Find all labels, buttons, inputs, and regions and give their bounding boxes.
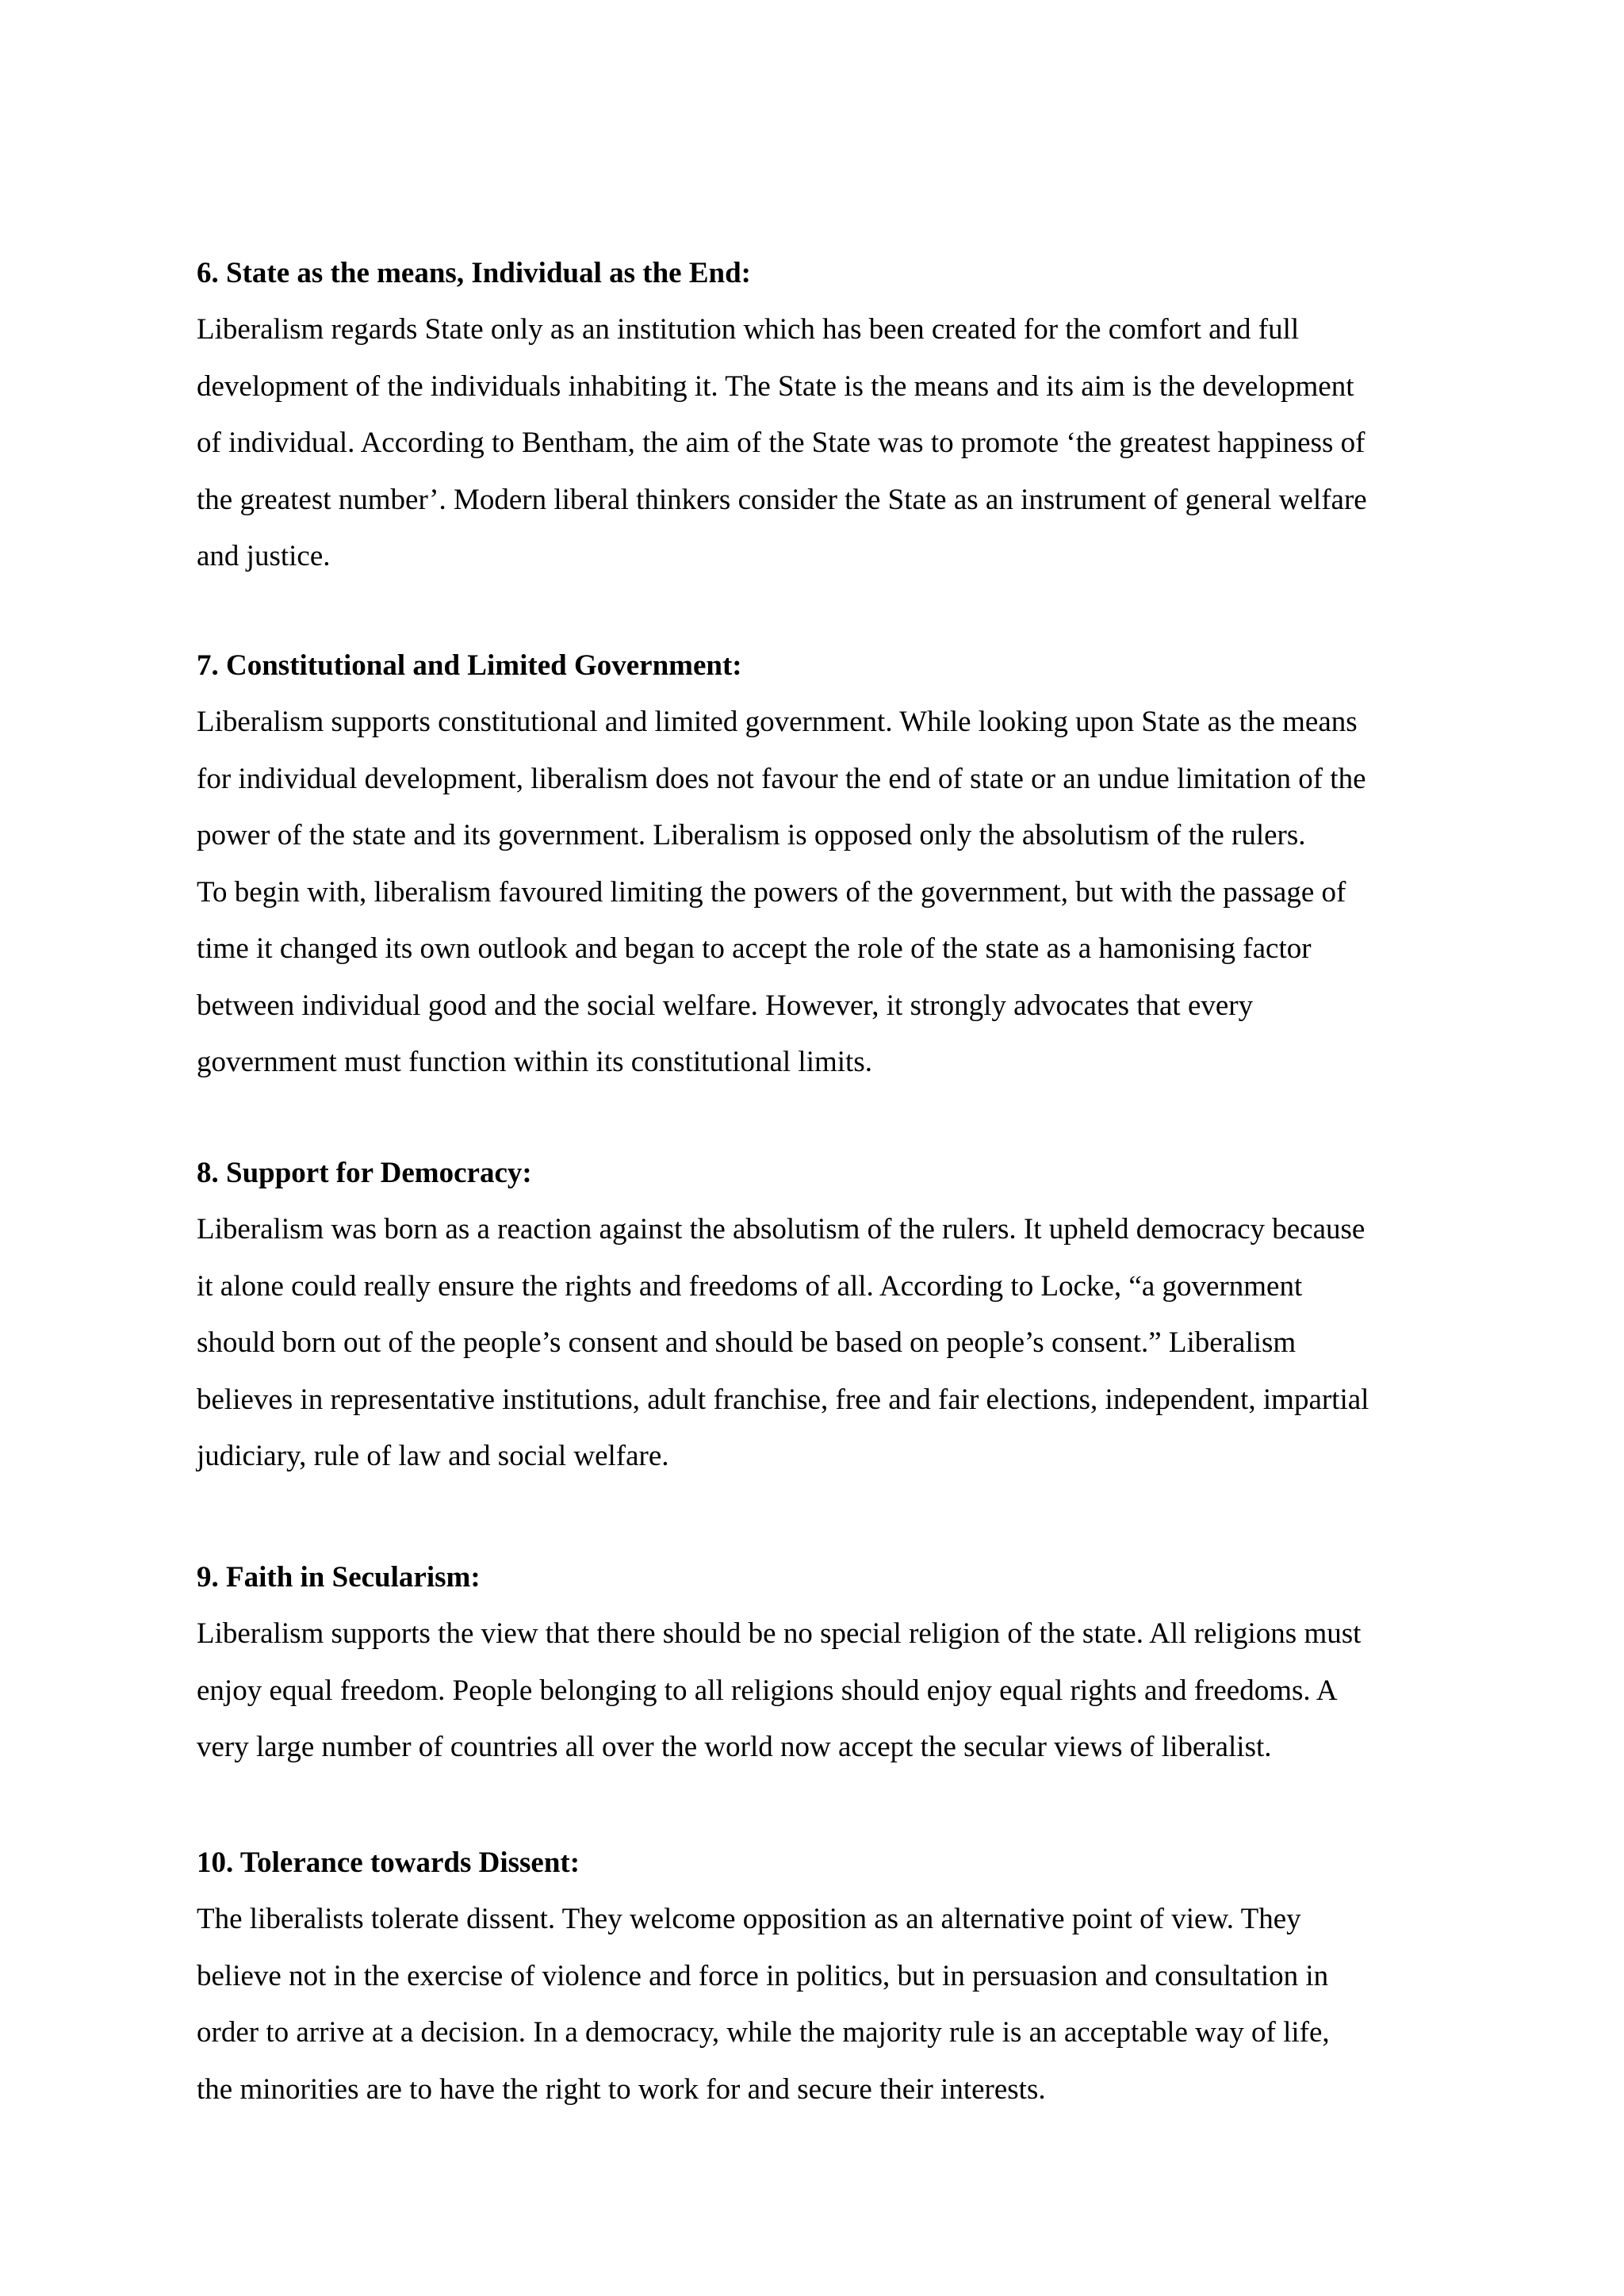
paragraph-line: believes in representative institutions, adult franchise, free and fair elections, independent, impartial (197, 1383, 1369, 1416)
paragraph-line: order to arrive at a decision. In a democracy, while the majority rule is an acceptable way of life, (197, 2016, 1330, 2049)
paragraph-line: government must function within its constitutional limits. (197, 1046, 872, 1078)
paragraph-line: and justice. (197, 540, 331, 572)
paragraph-line: it alone could really ensure the rights and freedoms of all. According to Locke, “a government (197, 1269, 1303, 1303)
paragraph-line: should born out of the people’s consent and should be based on people’s consent.” Liberalism (197, 1326, 1297, 1359)
paragraph-line: development of the individuals inhabiting it. The State is the means and its aim is the development (197, 369, 1354, 403)
paragraph-line: time it changed its own outlook and began to accept the role of the state as a hamonising factor (197, 932, 1312, 965)
section-heading: 7. Constitutional and Limited Government: (197, 649, 742, 682)
section-heading: 6. State as the means, Individual as the End: (197, 257, 752, 289)
paragraph-line: power of the state and its government. Liberalism is opposed only the absolutism of the rulers. (197, 819, 1306, 851)
paragraph-line: enjoy equal freedom. People belonging to all religions should enjoy equal rights and freedoms. A (197, 1674, 1338, 1707)
paragraph-line: To begin with, liberalism favoured limiting the powers of the government, but with the passage of (197, 875, 1346, 909)
paragraph-line: between individual good and the social welfare. However, it strongly advocates that every (197, 989, 1254, 1022)
paragraph-line: for individual development, liberalism does not favour the end of state or an undue limitation of the (197, 762, 1366, 795)
paragraph-line: judiciary, rule of law and social welfare. (197, 1440, 669, 1472)
section-faith-in-secularism (197, 1550, 1513, 1776)
paragraph-line: Liberalism supports constitutional and limited government. While looking upon State as the means (197, 706, 1358, 738)
section-state-means-individual-end (197, 246, 1513, 585)
paragraph-line: the minorities are to have the right to work for and secure their interests. (197, 2072, 1046, 2106)
paragraph-line: very large number of countries all over the world now accept the secular views of liberalist. (197, 1731, 1272, 1763)
section-support-for-democracy (197, 1146, 1513, 1485)
section-heading: 10. Tolerance towards Dissent: (197, 1846, 580, 1879)
section-heading: 9. Faith in Secularism: (197, 1561, 481, 1594)
paragraph-line: Liberalism supports the view that there should be no special religion of the state. All religions must (197, 1617, 1362, 1650)
paragraph-line: believe not in the exercise of violence and force in politics, but in persuasion and consultation in (197, 1959, 1329, 1992)
section-constitutional-limited-government (197, 638, 1513, 1091)
paragraph-line: of individual. According to Bentham, the aim of the State was to promote ‘the greatest happiness of (197, 427, 1365, 459)
section-tolerance-towards-dissent (197, 1835, 1513, 2118)
paragraph-line: The liberalists tolerate dissent. They welcome opposition as an alternative point of view. They (197, 1903, 1301, 1935)
paragraph-line: the greatest number’. Modern liberal thinkers consider the State as an instrument of general welfare (197, 483, 1367, 516)
paragraph-line: Liberalism regards State only as an institution which has been created for the comfort and full (197, 313, 1300, 346)
section-heading: 8. Support for Democracy: (197, 1157, 532, 1189)
paragraph-line: Liberalism was born as a reaction against the absolutism of the rulers. It upheld democracy because (197, 1213, 1365, 1246)
